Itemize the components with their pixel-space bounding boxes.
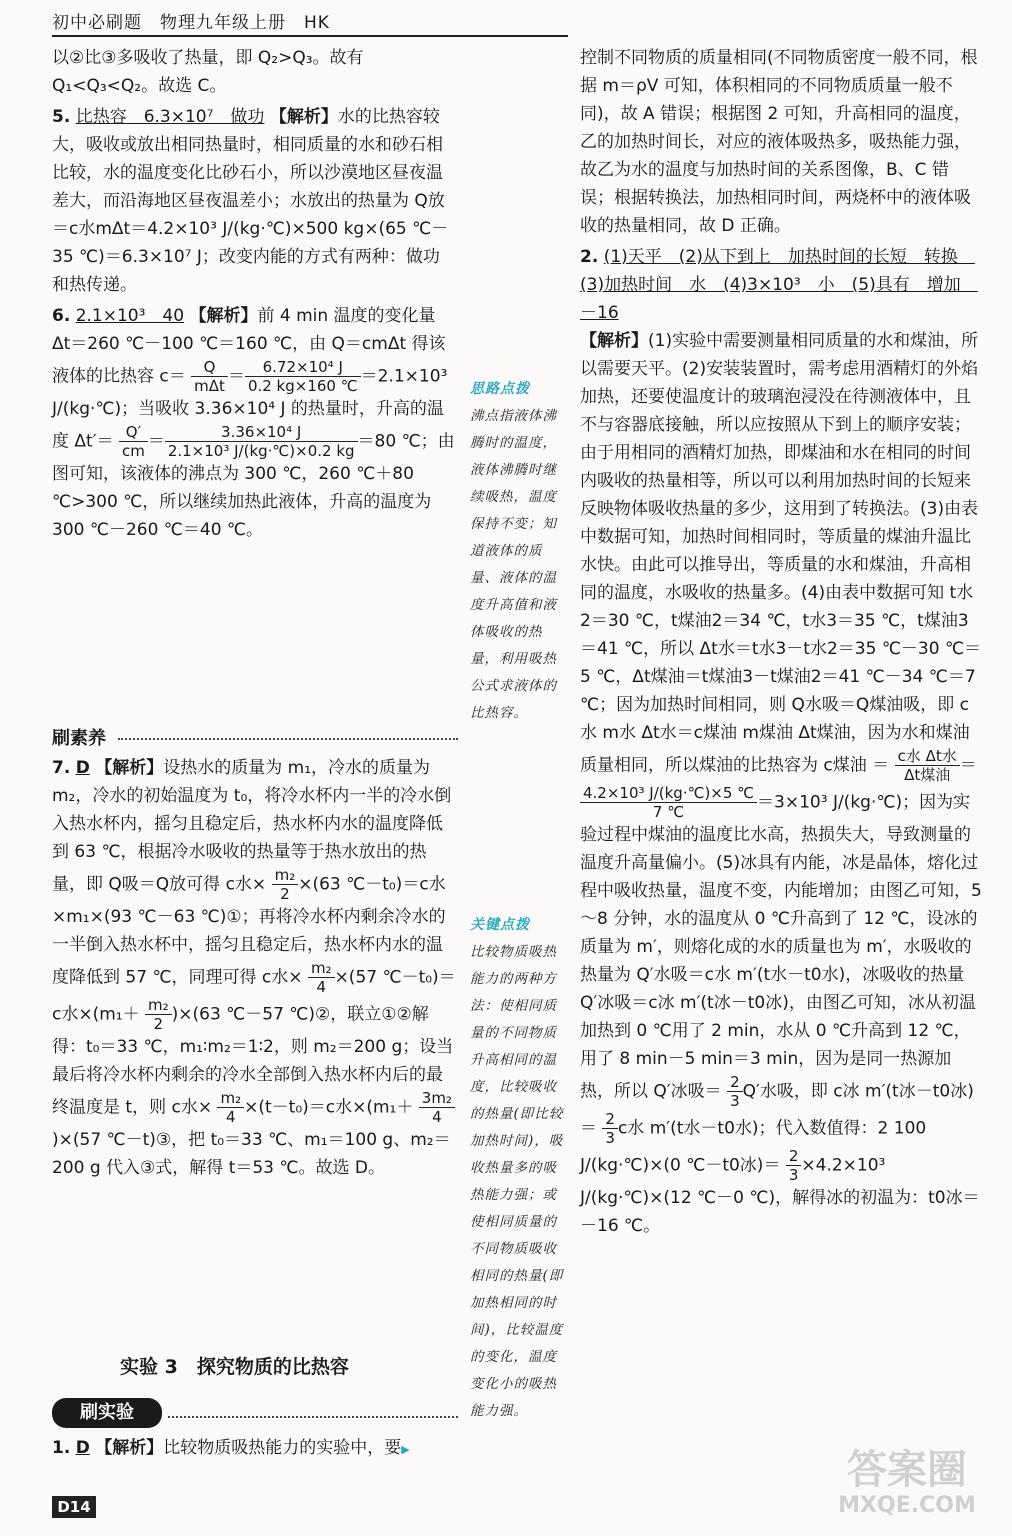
watermark-logo bbox=[812, 1448, 1002, 1528]
side-note-key-title: 关键点拨 bbox=[470, 917, 530, 933]
left-column bbox=[52, 44, 456, 547]
question-6-text2: ＝2.1×10³ J/(kg·℃)；当吸收 3.36×10⁴ J 的热量时，升高的温度 Δt′＝ bbox=[52, 366, 448, 452]
exp-q1-text: 比较物质吸热能力的实验中，要 bbox=[163, 1438, 402, 1458]
exp-q1-number: 1. bbox=[52, 1438, 71, 1458]
question-5 bbox=[52, 103, 456, 299]
question-7-number: 7. bbox=[52, 758, 71, 778]
experiment-question-1 bbox=[52, 1434, 456, 1467]
question-7-text5: ×(t－t₀)＝c水×(m₁＋ bbox=[244, 1097, 414, 1118]
question-6-text1: 前 4 min 温度的变化量 Δt＝260 ℃－100 ℃＝160 ℃，由 Q＝cmΔt 得该液体的比热容 c＝ bbox=[52, 306, 446, 387]
exp-q2-text5: ×4.2×10³ J/(kg·℃)×(12 ℃－0 ℃)，解得冰的初温为：t0冰＝－16 ℃。 bbox=[580, 1155, 980, 1236]
side-note-key-text: 比较物质吸热能力的两种方法：使相同质量的不同物质升高相同的温度，比较吸收的热量(即比较加热时间)，吸收热量多的吸热能力强；或使相同质量的不同物质吸收相同的热量(即加热相同的时间)，比较温度的变化，温度变化小的吸热能力强。 bbox=[470, 944, 564, 1419]
exp-q1-answer: D bbox=[75, 1438, 90, 1458]
section-title-literacy: 刷素养 bbox=[52, 728, 106, 749]
fraction-cdt-over-dt: $\frac{\text{c水 Δt水}}{\text{Δt煤油}}$ bbox=[895, 747, 960, 784]
experiment-divider bbox=[168, 1416, 458, 1418]
question-5-answer: 比热容 6.3×10⁷ 做功 bbox=[75, 107, 265, 127]
section-divider bbox=[118, 738, 458, 740]
exp-q2-text4: c水 m′(t水－t0水)；代入数值得：2 100 J/(kg·℃)×(0 ℃－t0冰)＝ bbox=[580, 1118, 927, 1176]
fraction-3m2-over-4: $\frac{\text{3m₂}}{4}$ bbox=[419, 1089, 455, 1126]
question-6-number: 6. bbox=[52, 306, 71, 326]
question-5-text: 水的比热容较大，吸收或放出相同热量时，相同质量的水和砂石相比较，水的温度变化比砂石小，所以沙漠地区昼夜温差大，而沿海地区昼夜温差小；水放出的热量为 Q放＝c水mΔt＝4.2×10³ J/(kg·℃)×500 kg×(65 ℃－35 ℃)＝6.3×10⁷ J；改变内能的方式有两种：做功和热传递。 bbox=[52, 107, 449, 295]
fraction-2-over-3b: $\frac{2}{3}$ bbox=[602, 1110, 618, 1147]
question-7-text6: )×(57 ℃－t)③，把 t₀＝33 ℃、m₁＝100 g、m₂＝200 g 代入③式，解得 t＝53 ℃。故选 D。 bbox=[52, 1130, 451, 1178]
question-7-text2: ×(63 ℃－t₀)＝c水×m₁×(93 ℃－63 ℃)①；再将冷水杯内剩余冷水的一半倒入热水杯中，摇匀且稳定后，热水杯内水的温度降低到 57 ℃，同理可得 c水× bbox=[52, 874, 446, 988]
side-note-thinking-title: 思路点拨 bbox=[470, 381, 530, 397]
question-7-tag: 【解析】 bbox=[95, 758, 164, 778]
watermark-url: MXQE.COM bbox=[838, 1493, 976, 1518]
side-note-thinking bbox=[470, 376, 568, 727]
fraction-m2-over-2b: $\frac{\text{m₂}}{2}$ bbox=[145, 996, 172, 1033]
question-7-block bbox=[52, 754, 456, 1185]
question-7-text3: ×(57 ℃－t₀)＝c水×(m₁＋ bbox=[52, 967, 456, 1025]
fraction-672-over-160: $\frac{\text{6.72×10⁴ J}}{0.2 kg\times 160 ℃}$ bbox=[245, 358, 361, 395]
question-7-text4: )×(63 ℃－57 ℃)②，联立①②解得：t₀＝33 ℃，m₁∶m₂＝1∶2，则 m₂＝200 g；设当最后将冷水杯内剩余的冷水全部倒入热水杯内后的最终温度是 t，则 c水× bbox=[52, 1004, 454, 1118]
experiment-title: 实验 3 探究物质的比热容 bbox=[120, 1356, 349, 1378]
exp-q1-continuation: 控制不同物质的质量相同(不同物质密度一般不同，根据 m＝ρV 可知，体积相同的不同物质质量一般不同)，故 A 错误；根据图 2 可知，升高相同的温度，乙的加热时间长，对应的液体吸热多，吸热能力强，故乙为水的温度与加热时间的关系图像，B、C 错误；根据转换法，加热相同时间，两烧杯中的液体吸收的热量相同，故 D 正确。 bbox=[580, 48, 978, 236]
page-header: 初中必刷题 物理九年级上册 HK bbox=[52, 8, 568, 37]
fraction-q-over-cm: $\frac{Q'}{cm}$ bbox=[119, 423, 148, 460]
question-6-tag: 【解析】 bbox=[189, 306, 258, 326]
right-column bbox=[580, 44, 982, 1243]
side-note-key bbox=[470, 912, 568, 1425]
fraction-m2-over-4b: $\frac{\text{m₂}}{4}$ bbox=[217, 1089, 244, 1126]
fraction-336-over-21: $\frac{\text{3.36×10⁴ J}}{\text{2.1×10³ J/(kg·℃)×0.2 kg}}$ bbox=[165, 423, 358, 460]
question-5-number: 5. bbox=[52, 107, 71, 127]
fraction-m2-over-2: $\frac{\text{m₂}}{2}$ bbox=[272, 866, 299, 903]
fraction-42-over-7: $\frac{\text{4.2×10³ J/(kg·℃)×5 ℃}}{7 ℃}$ bbox=[580, 784, 757, 821]
question-6: 6. 2.1×10³ 40 【解析】前 4 min 温度的变化量 Δt＝260 ℃－100 ℃＝160 ℃，由 Q＝cmΔt 得该液体的比热容 c＝ $\frac{Q}{\text{mΔt}}$ ＝ $\frac{\text{6.72×10⁴ J}}{0.2 kg\times 160 ℃}$ ＝2.1×10³ J/(kg·℃)；当吸收 3.36×10⁴ J 的热量时，升高的温度 Δt′＝ $\frac{Q'}{cm}$ ＝ $\frac{\text{3.36×10⁴ J}}{\text{2.1×10³ J/(kg·℃)×0.2 kg}}$ ＝80 ℃；由图可知，该液体的沸点为 300 ℃，260 ℃＋80 ℃>300 ℃，所以继续加热此液体，升高的温度为 300 ℃－260 ℃＝40 ℃。 bbox=[52, 306, 455, 540]
question-7-text1: 设热水的质量为 m₁，冷水的质量为 m₂，冷水的初始温度为 t₀，将冷水杯内一半的冷水倒入热水杯内，摇匀且稳定后，热水杯内水的温度降低到 63 ℃，根据冷水吸收的热量等于热水放出的热量，即 Q吸＝Q放可得 c水× bbox=[52, 758, 452, 895]
fraction-m2-over-4: $\frac{\text{m₂}}{4}$ bbox=[308, 959, 335, 996]
exp-q1-tag: 【解析】 bbox=[95, 1438, 164, 1458]
question-5-tag: 【解析】 bbox=[269, 107, 338, 127]
exp-question-2: 2. (1)天平 (2)从下到上 加热时间的长短 转换 (3)加热时间 水 (4)3×10³ 小 (5)具有 增加 －16 【解析】(1)实验中需要测量相同质量的水和煤油，所以需要天平。(2)安装装置时，需考虑用酒精灯的外焰加热，还要使温度计的玻璃泡浸没在待测液体中，且不与容器底接触，所以应按照从下到上的顺序安装；由于用相同的酒精灯加热，即煤油和水在相同的时间内吸收的热量相等，所以可以利用加热时间的长短来反映物体吸收热量的多少，这用到了转换法。(3)由表中数据可知，加热时间相同时，等质量的煤油升温比水快。由此可以推导出，等质量的水和煤油，升高相同的温度，水吸收的热量多。(4)由表中数据可知 t水2＝30 ℃，t煤油2＝34 ℃，t水3＝35 ℃，t煤油3＝41 ℃，所以 Δt水＝t水3－t水2＝35 ℃－30 ℃＝5 ℃，Δt煤油＝t煤油3－t煤油2＝41 ℃－34 ℃＝7 ℃；因为加热时间相同，则 Q水吸＝Q煤油吸，即 c水 m水 Δt水＝c煤油 m煤油 Δt煤油，因为水和煤油质量相同，所以煤油的比热容为 c煤油 ＝ $\frac{\text{c水 Δt水}}{\text{Δt煤油}}$ ＝ $\frac{\text{4.2×10³ J/(kg·℃)×5 ℃}}{7 ℃}$ ＝3×10³ J/(kg·℃)；因为实验过程中煤油的温度比水高，热损失大，导致测量的温度升高量偏小。(5)冰具有内能，冰是晶体，熔化过程中吸收热量，温度不变，内能增加；由图乙可知，5～8 分钟，水的温度从 0 ℃升高到了 12 ℃，设冰的质量为 m′，则熔化成的水的质量也为 m′，水吸收的热量为 Q′水吸＝c水 m′(t水－t0水)，冰吸收的热量 Q′冰吸＝c冰 m′(t冰－t0冰)，由图乙可知，冰从初温加热到 0 ℃用了 2 min，水从 0 ℃升高到 12 ℃，用了 8 min－5 min＝3 min，因为是同一热源加热，所以 Q′冰吸＝ $\frac{2}{3}$ Q′水吸，即 c冰 m′(t冰－t0冰)＝ $\frac{2}{3}$ c水 m′(t水－t0水)；代入数值得：2 100 J/(kg·℃)×(0 ℃－t0冰)＝ $\frac{2}{3}$ ×4.2×10³ J/(kg·℃)×(12 ℃－0 ℃)，解得冰的初温为：t0冰＝－16 ℃。 bbox=[580, 247, 982, 1236]
fraction-q-over-mdt: $\frac{Q}{\text{mΔt}}$ bbox=[191, 358, 228, 395]
side-note-thinking-text: 沸点指液体沸腾时的温度，液体沸腾时继续吸热，温度保持不变；知道液体的质量、液体的温度升高值和液体吸收的热量，利用吸热公式求液体的比热容。 bbox=[470, 408, 557, 721]
fraction-2-over-3c: $\frac{2}{3}$ bbox=[786, 1147, 802, 1184]
carryover-paragraph: 以②比③多吸收了热量，即 Q₂>Q₃。故有 Q₁<Q₃<Q₂。故选 C。 bbox=[52, 48, 364, 96]
question-7-answer: D bbox=[75, 758, 90, 778]
exp-q2-text3: Q′水吸，即 c冰 m′(t冰－t0冰)＝ bbox=[580, 1081, 974, 1139]
question-7 bbox=[52, 754, 456, 1182]
exp-q2-text1: (1)实验中需要测量相同质量的水和煤油，所以需要天平。(2)安装装置时，需考虑用酒精灯的外焰加热，还要使温度计的玻璃泡浸没在待测液体中，且不与容器底接触，所以应按照从下到上的顺序安装；由于用相同的酒精灯加热，即煤油和水在相同的时间内吸收的热量相等，所以可以利用加热时间的长短来反映物体吸收热量的多少，这用到了转换法。(3)由表中数据可知，加热时间相同时，等质量的煤油升温比水快。由此可以推导出，等质量的水和煤油，升高相同的温度，水吸收的热量多。(4)由表中数据可知 t水2＝30 ℃，t煤油2＝34 ℃，t水3＝35 ℃，t煤油3＝41 ℃，所以 Δt水＝t水3－t水2＝35 ℃－30 ℃＝5 ℃，Δt煤油＝t煤油3－t煤油2＝41 ℃－34 ℃＝7 ℃；因为加热时间相同，则 Q水吸＝Q煤油吸，即 c水 m水 Δt水＝c煤油 m煤油 Δt煤油，因为水和煤油质量相同，所以煤油的比热容为 c煤油 ＝ bbox=[580, 331, 982, 776]
question-6-answer: 2.1×10³ 40 bbox=[75, 306, 185, 326]
exp-q2-text2: ＝3×10³ J/(kg·℃)；因为实验过程中煤油的温度比水高，热损失大，导致测量的温度升高量偏小。(5)冰具有内能，冰是晶体，熔化过程中吸收热量，温度不变，内能增加；由图乙可知，5～8 分钟，水的温度从 0 ℃升高到了 12 ℃，设冰的质量为 m′，则熔化成的水的质量也为 m′，水吸收的热量为 Q′水吸＝c水 m′(t水－t0水)，冰吸收的热量 Q′冰吸＝c冰 m′(t冰－t0冰)，由图乙可知，冰从初温加热到 0 ℃用了 2 min，水从 0 ℃升高到 12 ℃，用了 8 min－5 min＝3 min，因为是同一热源加热，所以 Q′冰吸＝ bbox=[580, 792, 982, 1102]
page-number: D14 bbox=[52, 1496, 96, 1518]
watermark-main: 答案圈 bbox=[847, 1447, 967, 1493]
exp-q2-number: 2. bbox=[580, 247, 599, 267]
question-6-text3: ＝80 ℃；由图可知，该液体的沸点为 300 ℃，260 ℃＋80 ℃>300 ℃，所以继续加热此液体，升高的温度为 300 ℃－260 ℃＝40 ℃。 bbox=[52, 431, 455, 540]
exp-q2-answer: (1)天平 (2)从下到上 加热时间的长短 转换 (3)加热时间 水 (4)3×10³ 小 (5)具有 增加 －16 bbox=[580, 247, 978, 323]
experiment-badge: 刷实验 bbox=[52, 1398, 162, 1428]
exp-q2-tag: 【解析】 bbox=[580, 331, 648, 351]
continue-arrow-icon: ▶ bbox=[401, 1443, 410, 1456]
fraction-2-over-3a: $\frac{2}{3}$ bbox=[727, 1073, 743, 1110]
